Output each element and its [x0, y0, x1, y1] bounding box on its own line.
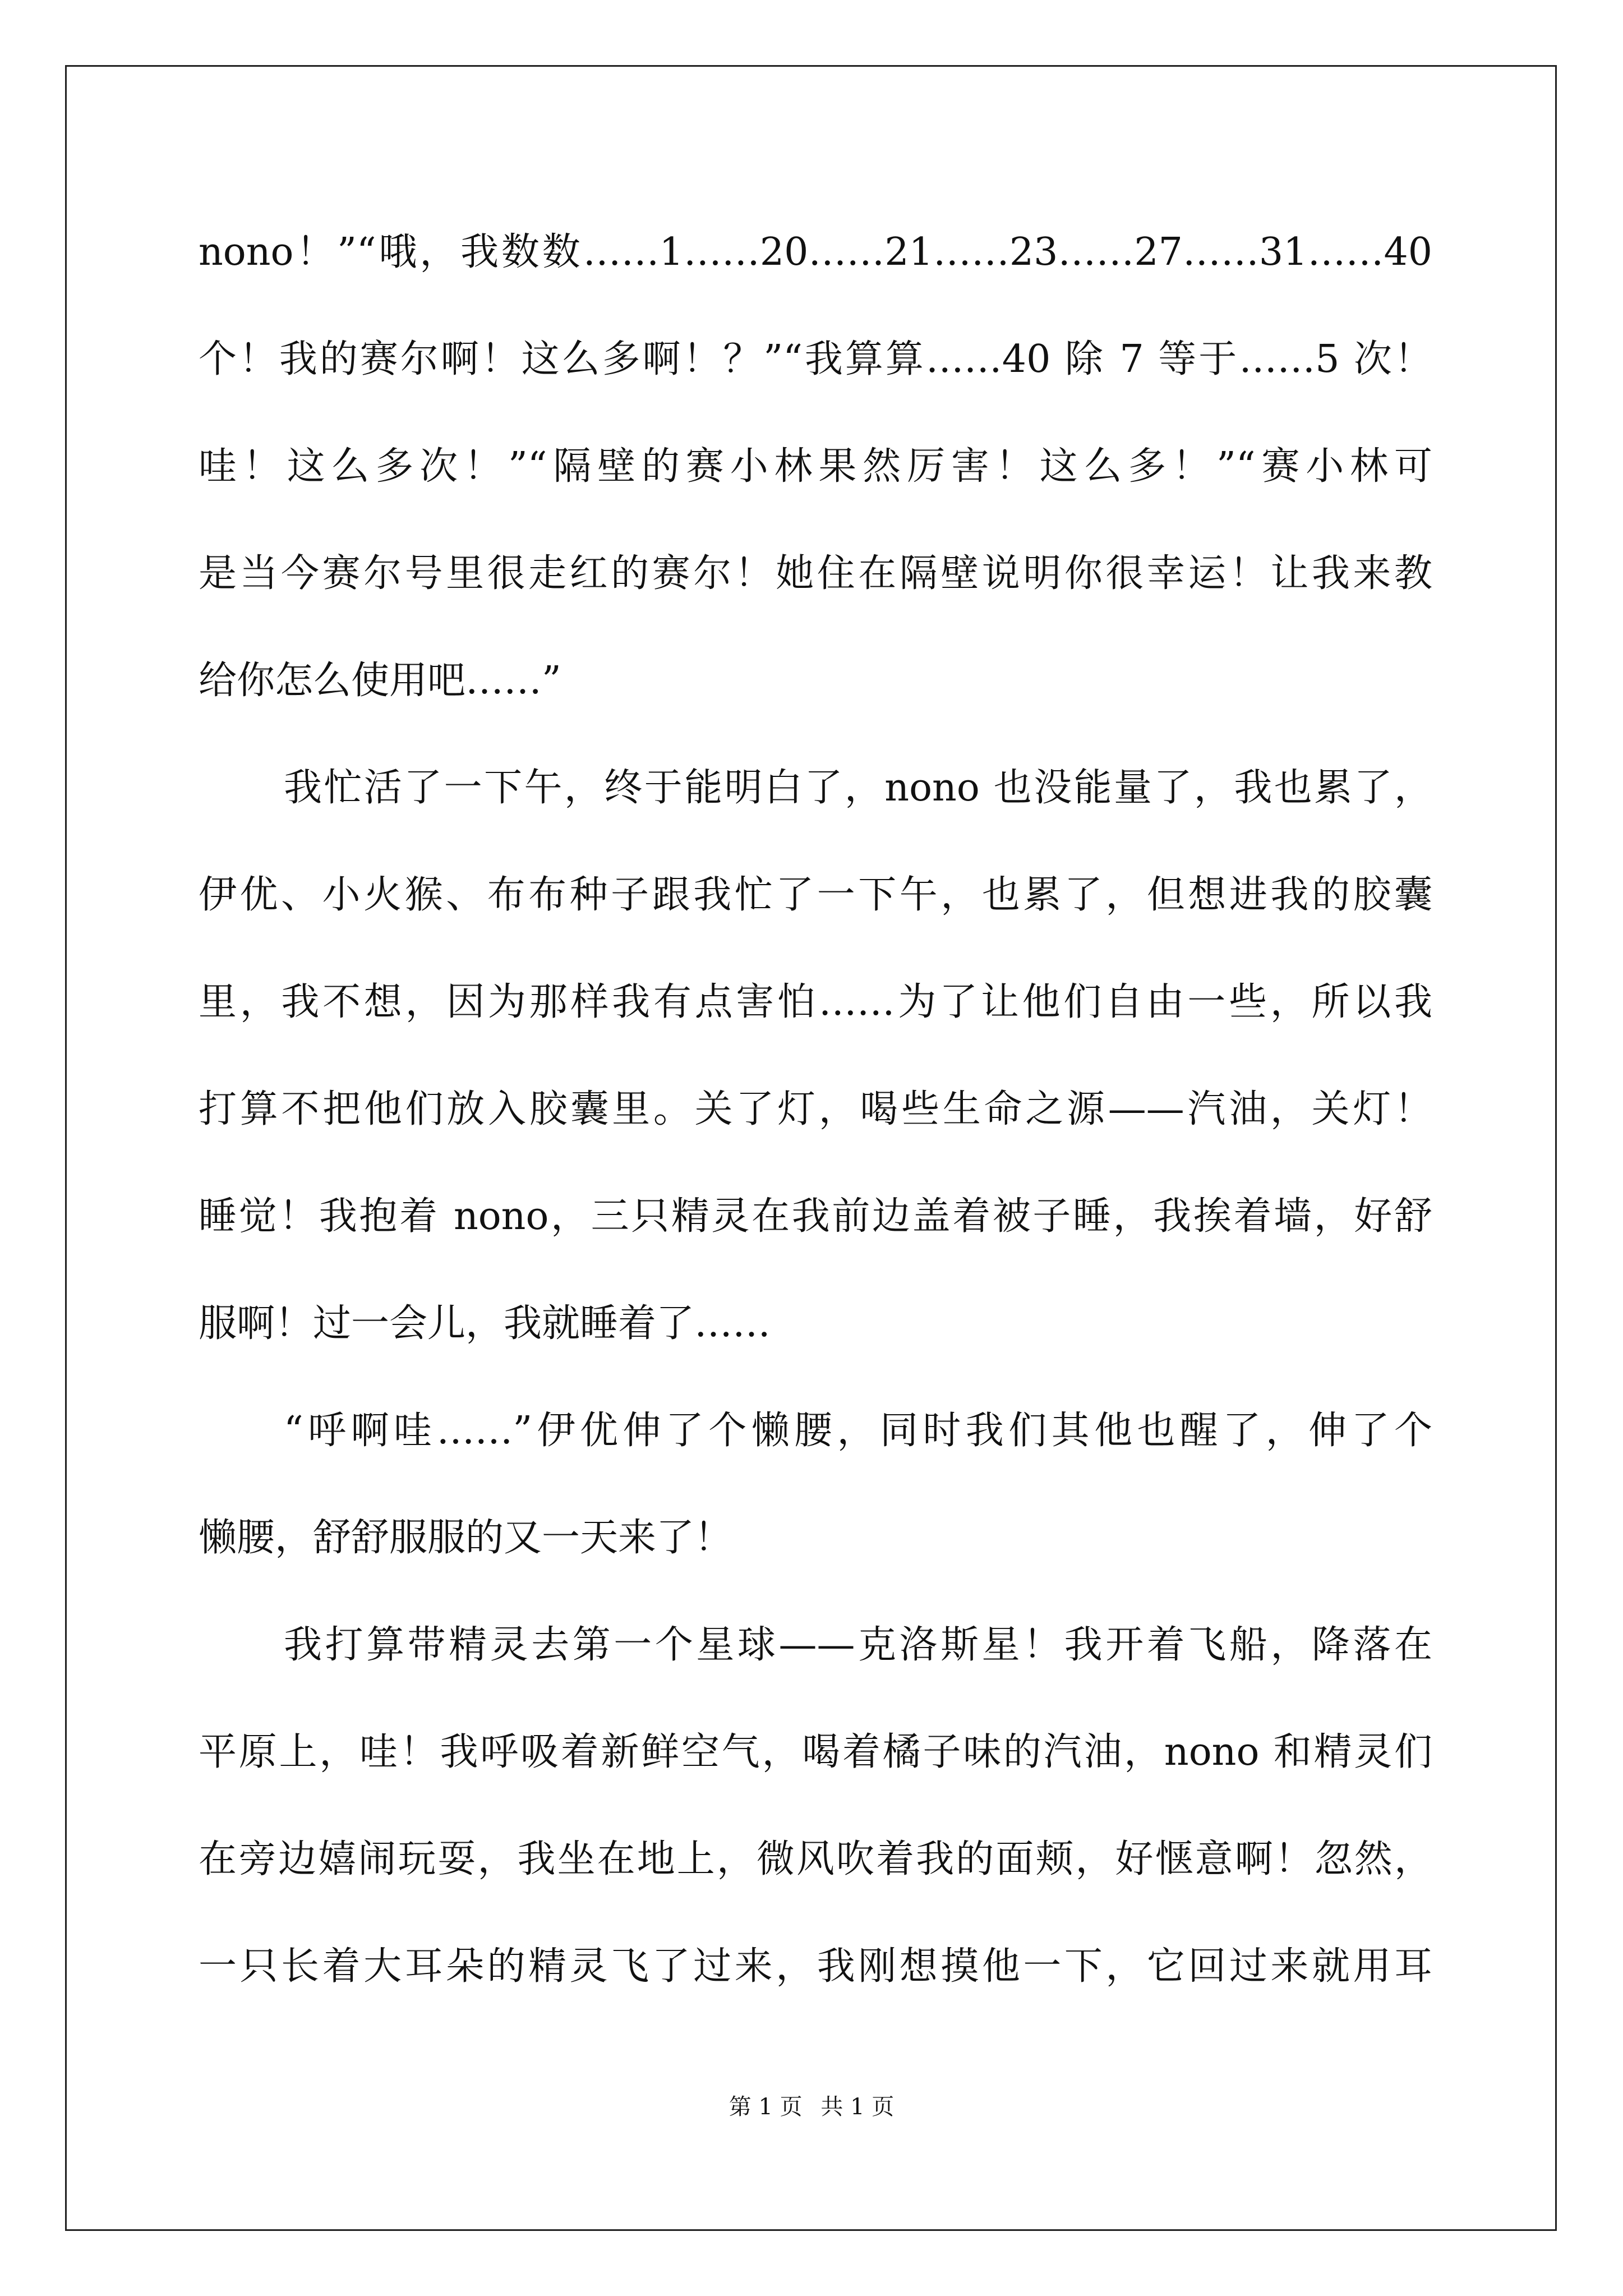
text-line: “呼啊哇……”伊优伸了个懒腰，同时我们其他也醒了，伸了个 — [284, 1409, 1432, 1453]
text-line: 伊优、小火猴、布布种子跟我忙了一下午，也累了，但想进我的胶囊 — [199, 873, 1432, 917]
document-body — [199, 222, 1432, 2043]
text-line: 哇！这么多次！”“隔壁的赛小林果然厉害！这么多！”“赛小林可 — [199, 444, 1432, 489]
text-line: 一只长着大耳朵的精灵飞了过来，我刚想摸他一下，它回过来就用耳 — [199, 1944, 1432, 1989]
text-line: 在旁边嬉闹玩耍，我坐在地上，微风吹着我的面颊，好惬意啊！忽然， — [199, 1837, 1432, 1881]
page-footer — [0, 2090, 1623, 2124]
text-line: 打算不把他们放入胶囊里。关了灯，喝些生命之源——汽油，关灯！ — [199, 1087, 1432, 1131]
text-line: 我打算带精灵去第一个星球——克洛斯星！我开着飞船，降落在 — [284, 1623, 1432, 1667]
text-line: 我忙活了一下午，终于能明白了，nono 也没能量了，我也累了， — [284, 766, 1432, 810]
page-number-total: 共 1 页 — [820, 2094, 895, 2120]
text-line: 里，我不想，因为那样我有点害怕……为了让他们自由一些，所以我 — [199, 980, 1432, 1024]
page-number-current: 第 1 页 — [728, 2094, 803, 2120]
text-line: 是当今赛尔号里很走红的赛尔！她住在隔壁说明你很幸运！让我来教 — [199, 551, 1432, 596]
text-line: 给你怎么使用吧……” — [199, 659, 561, 703]
text-line: 平原上，哇！我呼吸着新鲜空气，喝着橘子味的汽油，nono 和精灵们 — [199, 1730, 1432, 1774]
text-line: 懒腰，舒舒服服的又一天来了！ — [199, 1516, 733, 1560]
text-line: nono！”“哦，我数数……1……20……21……23……27……31……40 — [199, 230, 1432, 274]
text-line: 个！我的赛尔啊！这么多啊！？”“我算算……40 除 7 等于……5 次！ — [199, 337, 1432, 381]
text-line: 服啊！过一会儿，我就睡着了…… — [199, 1301, 771, 1346]
text-line: 睡觉！我抱着 nono，三只精灵在我前边盖着被子睡，我挨着墙，好舒 — [199, 1194, 1432, 1239]
